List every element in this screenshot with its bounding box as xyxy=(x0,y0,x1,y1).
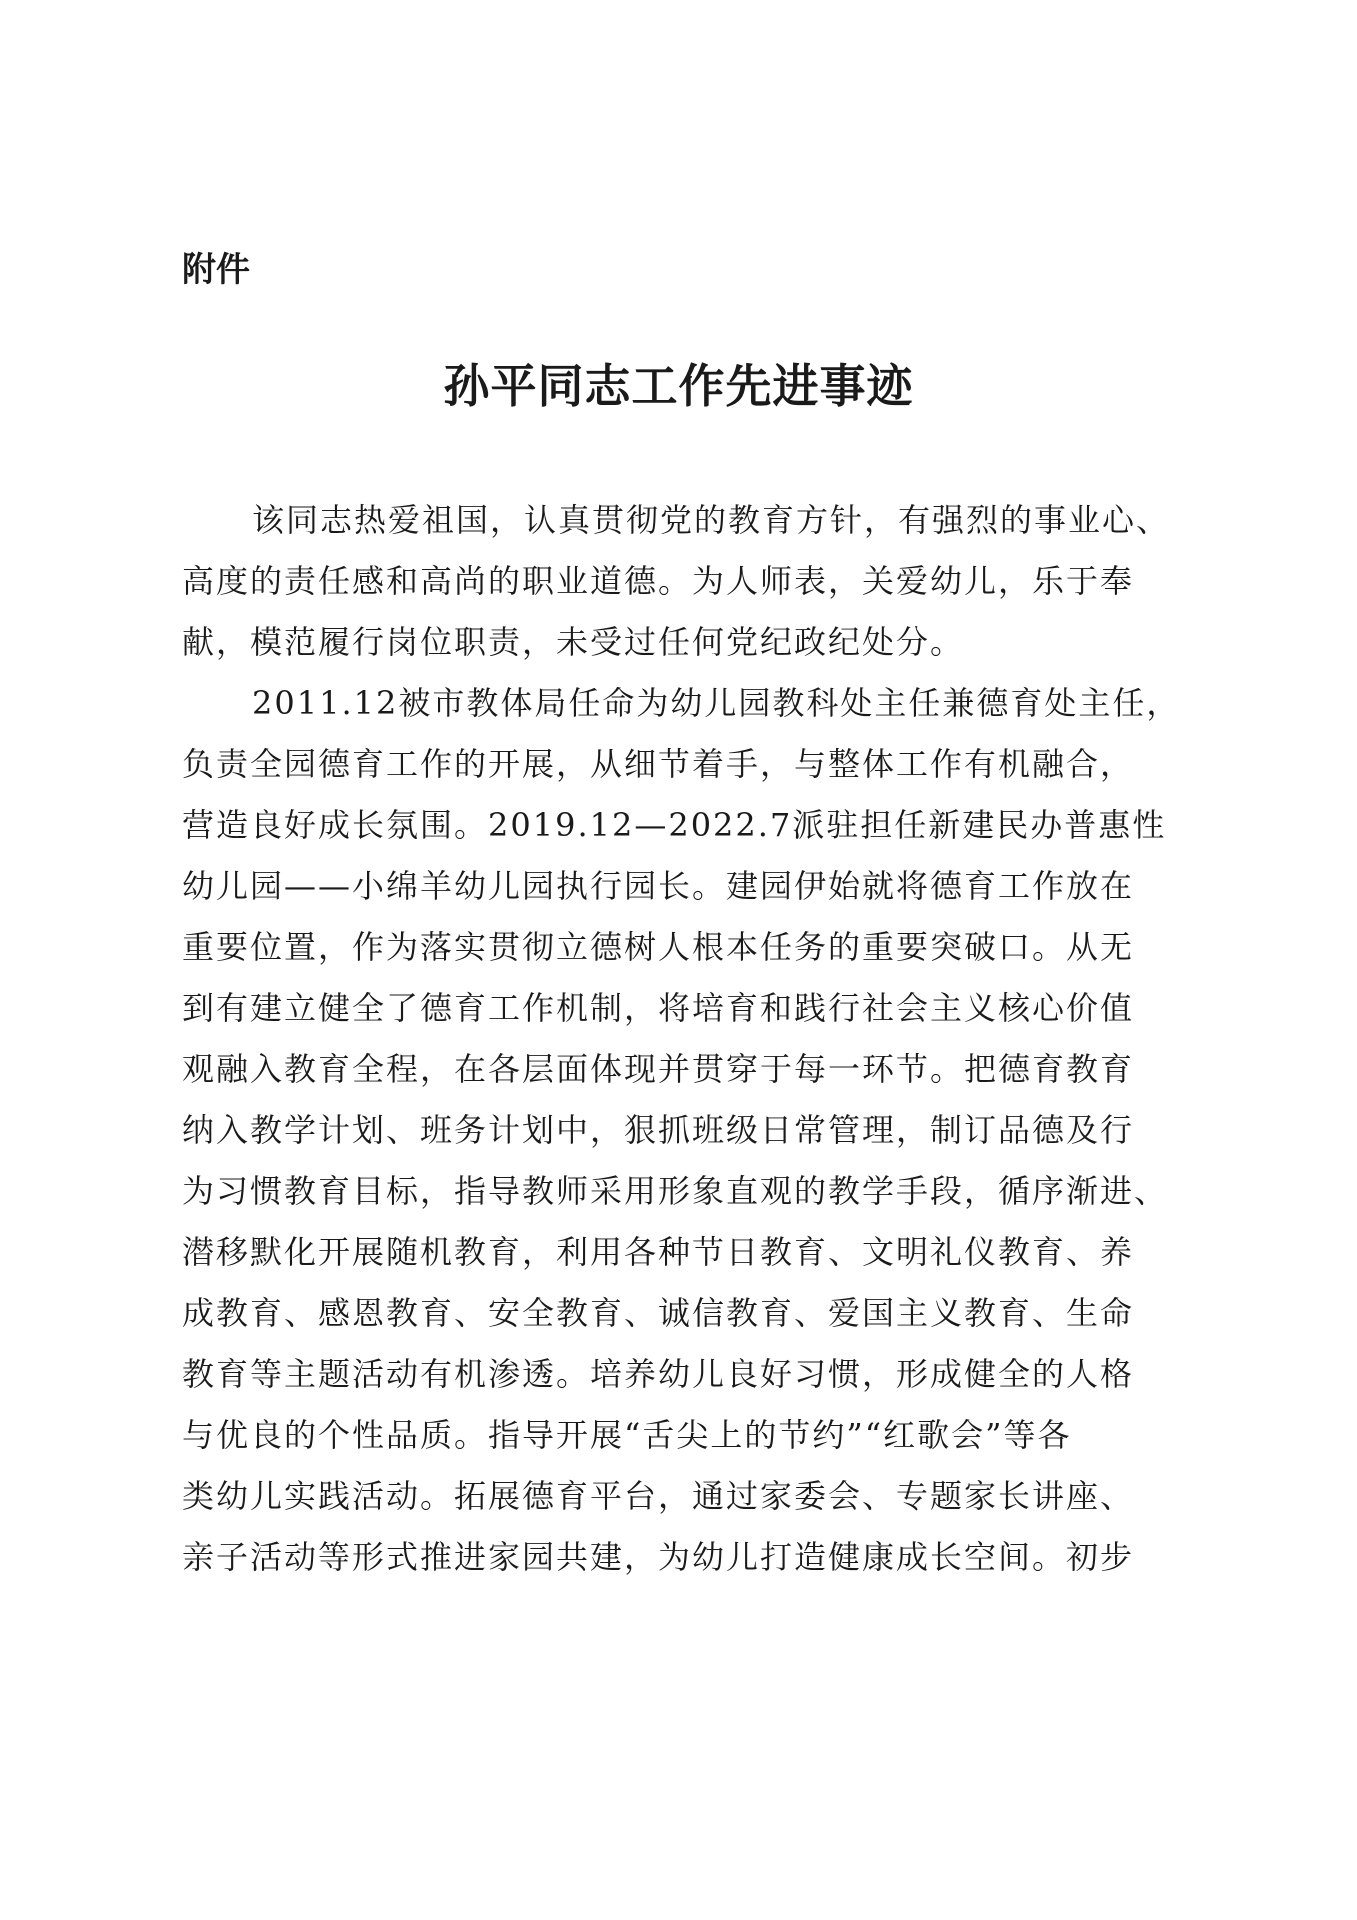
paragraph-line: 亲子活动等形式推进家园共建，为幼儿打造健康成长空间。初步 xyxy=(182,1538,1135,1576)
paragraph-line: 教育等主题活动有机渗透。培养幼儿良好习惯，形成健全的人格 xyxy=(182,1355,1135,1393)
paragraph-line: 重要位置，作为落实贯彻立德树人根本任务的重要突破口。从无 xyxy=(182,928,1135,966)
paragraph-2 xyxy=(182,673,1192,1588)
paragraph-line: 到有建立健全了德育工作机制，将培育和践行社会主义核心价值 xyxy=(182,989,1135,1027)
paragraph-line: 高度的责任感和高尚的职业道德。为人师表，关爱幼儿，乐于奉 xyxy=(182,562,1135,600)
document-body xyxy=(182,490,1192,1588)
paragraph-line: 献，模范履行岗位职责，未受过任何党纪政纪处分。 xyxy=(182,623,965,661)
paragraph-line: 纳入教学计划、班务计划中，狠抓班级日常管理，制订品德及行 xyxy=(182,1111,1135,1149)
paragraph-line: 类幼儿实践活动。拓展德育平台，通过家委会、专题家长讲座、 xyxy=(182,1477,1135,1515)
document-title: 孙平同志工作先进事迹 xyxy=(443,359,914,413)
paragraph-line: 观融入教育全程，在各层面体现并贯穿于每一环节。把德育教育 xyxy=(182,1050,1135,1088)
paragraph-line: 2011.12被市教体局任命为幼儿园教科处主任兼德育处主任， xyxy=(252,684,1181,722)
paragraph-line: 与优良的个性品质。指导开展“舌尖上的节约”“红歌会”等各 xyxy=(182,1416,1072,1454)
paragraph-line: 负责全园德育工作的开展，从细节着手，与整体工作有机融合， xyxy=(182,745,1135,783)
attachment-label: 附件 xyxy=(182,250,250,290)
paragraph-line: 该同志热爱祖国，认真贯彻党的教育方针，有强烈的事业心、 xyxy=(252,501,1171,539)
paragraph-line: 为习惯教育目标，指导教师采用形象直观的教学手段，循序渐进、 xyxy=(182,1172,1169,1210)
paragraph-line: 营造良好成长氛围。2019.12—2022.7派驻担任新建民办普惠性 xyxy=(182,806,1167,844)
paragraph-line: 潜移默化开展随机教育，利用各种节日教育、文明礼仪教育、养 xyxy=(182,1233,1135,1271)
paragraph-line: 幼儿园——小绵羊幼儿园执行园长。建园伊始就将德育工作放在 xyxy=(182,867,1135,905)
paragraph-1 xyxy=(182,490,1192,673)
paragraph-line: 成教育、感恩教育、安全教育、诚信教育、爱国主义教育、生命 xyxy=(182,1294,1135,1332)
